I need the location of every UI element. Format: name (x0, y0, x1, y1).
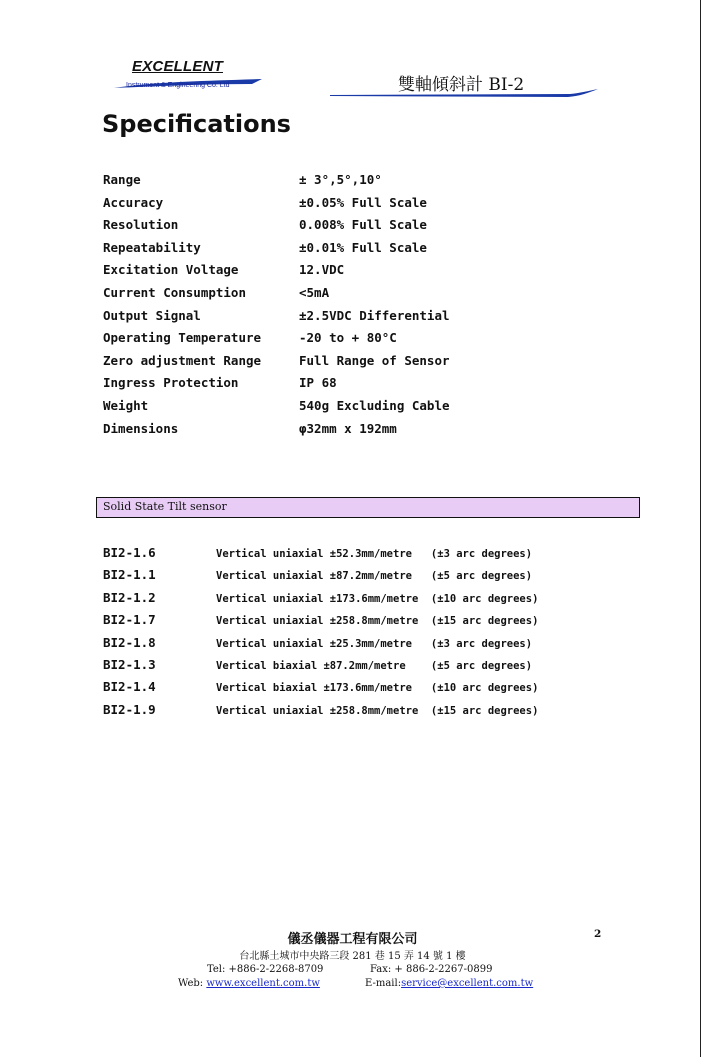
model-description: Vertical uniaxial ±25.3mm/metre (±3 arc degrees) (216, 637, 533, 650)
model-description: Vertical uniaxial ±258.8mm/metre (±15 arc degrees) (216, 704, 539, 717)
spec-value: ±0.01% Full Scale (299, 239, 427, 255)
spec-label: Zero adjustment Range (103, 352, 262, 368)
model-row (103, 702, 538, 724)
spec-label: Ingress Protection (103, 375, 239, 391)
model-row (103, 590, 538, 612)
spec-value: φ32mm x 192mm (299, 420, 397, 436)
page-number: 2 (594, 928, 602, 940)
spec-row (103, 240, 450, 263)
product-title: 雙軸傾斜計 BI-2 (398, 75, 525, 95)
model-code: BI2-1.6 (103, 545, 156, 560)
company-name: 儀丞儀器工程有限公司 (287, 932, 418, 947)
company-address: 台北縣土城市中央路三段 281 巷 15 弄 14 號 1 樓 (239, 951, 466, 962)
spec-value: IP 68 (299, 375, 337, 391)
model-code: BI2-1.2 (103, 589, 156, 605)
email-label: E-mail: (365, 978, 402, 989)
website-link[interactable]: www.excellent.com.tw (206, 978, 320, 989)
spec-value: <5mA (299, 284, 330, 300)
spec-value: ± 3°,5°,10° (299, 172, 382, 187)
website-label: Web: (178, 978, 207, 989)
model-code: BI2-1.7 (103, 612, 156, 628)
spec-value: 540g Excluding Cable (299, 397, 450, 413)
model-row (103, 567, 538, 589)
spec-label: Repeatability (103, 239, 201, 255)
model-row (103, 612, 538, 634)
model-row (103, 679, 538, 701)
spec-value: Full Range of Sensor (299, 352, 450, 368)
spec-row (103, 421, 450, 444)
spec-row (103, 375, 450, 398)
spec-value: ±2.5VDC Differential (299, 307, 450, 323)
email-link[interactable]: service@excellent.com.tw (401, 978, 534, 989)
spec-label: Accuracy (103, 194, 164, 210)
fax: Fax: + 886-2-2267-0899 (370, 964, 493, 975)
model-description: Vertical uniaxial ±52.3mm/metre (±3 arc degrees) (216, 548, 533, 560)
spec-label: Range (103, 172, 141, 187)
website-line (178, 978, 320, 989)
spec-label: Dimensions (103, 420, 179, 436)
logo-subtitle: Instrument & Engineering Co. Ltd (126, 82, 230, 89)
model-code: BI2-1.3 (103, 656, 156, 672)
model-row (103, 657, 538, 679)
model-code: BI2-1.4 (103, 679, 156, 695)
spec-row (103, 217, 450, 240)
spec-row (103, 330, 450, 353)
spec-row (103, 353, 450, 376)
spec-row (103, 285, 450, 308)
model-code: BI2-1.8 (103, 634, 156, 650)
model-description: Vertical uniaxial ±173.6mm/metre (±10 arc degrees) (216, 592, 539, 605)
spec-row (103, 172, 450, 195)
spec-label: Current Consumption (103, 284, 246, 300)
model-list (103, 545, 538, 724)
model-code: BI2-1.9 (103, 701, 156, 717)
spec-row (103, 308, 450, 331)
page-title: Specifications (102, 110, 291, 138)
logo-text: EXCELLENT (132, 58, 223, 75)
model-description: Vertical uniaxial ±258.8mm/metre (±15 arc degrees) (216, 615, 539, 628)
spec-label: Resolution (103, 217, 179, 233)
model-description: Vertical biaxial ±173.6mm/metre (±10 arc degrees) (216, 682, 539, 695)
model-row (103, 635, 538, 657)
section-header: Solid State Tilt sensor (96, 497, 640, 518)
spec-value: 0.008% Full Scale (299, 217, 427, 233)
email-line (365, 978, 533, 989)
spec-label: Output Signal (103, 307, 201, 323)
spec-value: ±0.05% Full Scale (299, 194, 427, 210)
company-logo (112, 58, 282, 98)
model-description: Vertical uniaxial ±87.2mm/metre (±5 arc degrees) (216, 570, 533, 583)
spec-row (103, 398, 450, 421)
telephone: Tel: +886-2-2268-8709 (207, 964, 324, 975)
spec-label: Weight (103, 397, 149, 413)
spec-label: Operating Temperature (103, 330, 262, 346)
header-swoosh-icon (330, 88, 600, 98)
spec-list (103, 172, 450, 443)
model-description: Vertical biaxial ±87.2mm/metre (±5 arc degrees) (216, 659, 533, 672)
spec-value: -20 to + 80°C (299, 330, 397, 346)
page-edge-line (700, 0, 701, 1057)
spec-row (103, 195, 450, 218)
spec-row (103, 262, 450, 285)
model-code: BI2-1.1 (103, 567, 156, 583)
spec-value: 12.VDC (299, 262, 345, 278)
spec-label: Excitation Voltage (103, 262, 239, 278)
model-row (103, 545, 538, 567)
